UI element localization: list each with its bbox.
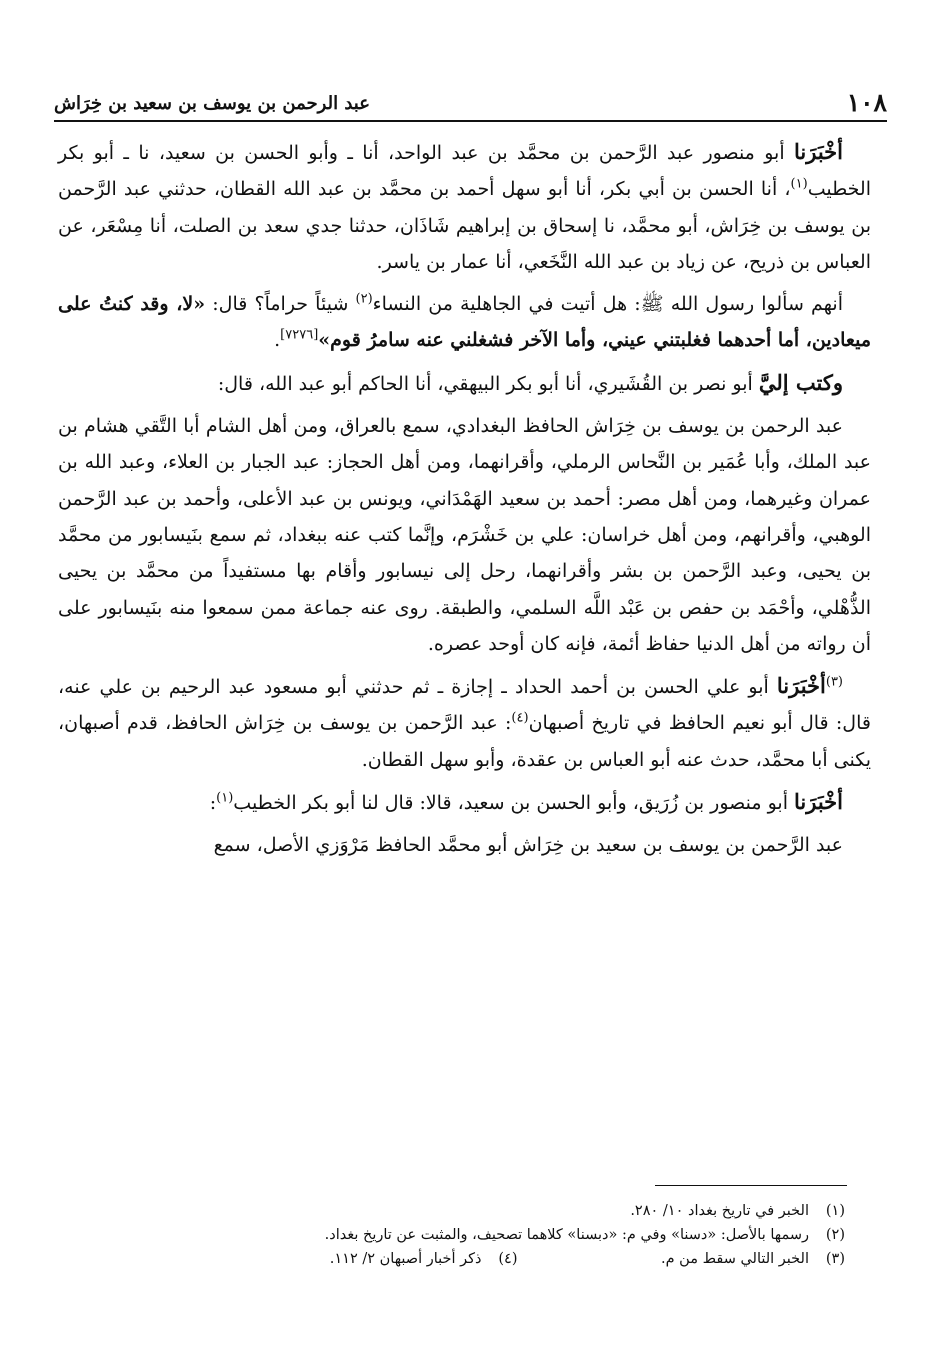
lead-word: وكتب إليَّ (758, 369, 843, 395)
paragraph-text: : عبد الرَّحمن بن يوسف بن خِرَاش الحافظ، قدم أصبهان، يكنى أبا محمَّد، حدث عنه أبو العباس بن عقدة، وأبو سهل القطان. (58, 712, 871, 771)
paragraph-1 (58, 134, 871, 280)
footnote-text: الخبر التالي سقط من م. (660, 1251, 809, 1267)
paragraph-text: عبد الرَّحمن بن يوسف بن سعيد بن خِرَاش أبو محمَّد الحافظ مَرْوَزي الأصل، سمع (213, 834, 843, 857)
paragraph-text: أبو نصر بن القُشَيري، أنا أبو بكر البيهقي، أنا الحاكم أبو عبد الله، قال: (217, 372, 759, 395)
page-number: ١٠٨ (846, 88, 887, 117)
paragraph-6 (58, 784, 871, 821)
footnote-text: رسمها بالأصل: «دسنا» وفي م: «دبسنا» كلاهما تصحيف، والمثبت عن تاريخ بغداد. (324, 1227, 809, 1243)
footnote-number: (٢) (825, 1227, 845, 1243)
lead-word: أخْبَرَنا (794, 139, 843, 164)
hadith-number: [٧٢٧٦] (280, 328, 319, 344)
footnotes (120, 1199, 845, 1271)
paragraph-2 (58, 286, 871, 359)
footnote-text: الخبر في تاريخ بغداد ١٠/ ٢٨٠. (630, 1203, 809, 1219)
paragraph-text: أبو منصور بن زُرَيق، وأبو الحسن بن سعيد، قالا: قال لنا أبو بكر الخطيب (233, 792, 795, 815)
footnote-ref: (٢) (355, 291, 373, 307)
footnote-ref: (١) (790, 176, 808, 192)
footnote-ref: (٤) (511, 711, 529, 727)
paragraph-4 (58, 408, 871, 662)
footnote-text: ذكر أخبار أصبهان ٢/ ١١٢. (329, 1251, 482, 1267)
lead-word: أخْبَرَنا (794, 789, 843, 815)
paragraph-text: أنهم سألوا رسول الله ﷺ: هل أتيت في الجاهلية من النساء (372, 293, 843, 316)
paragraph-text: . (274, 329, 281, 352)
footnote-3 (518, 1247, 846, 1271)
page-header (54, 72, 887, 120)
footnote-rule (655, 1185, 847, 1186)
paragraph-text: : (209, 792, 217, 815)
paragraph-text: عبد الرحمن بن يوسف بن خِرَاش الحافظ البغدادي، سمع بالعراق، ومن أهل الشام أبا التَّقي هشام بن عبد الملك، وأبا عُمَير بن النَّحاس الرملي، وأقرانهما، ومن أهل الحجاز: عبد الجبار بن العلاء، وعبد الله بن عمران وغيرهما، ومن أهل مصر: أحمد بن سعيد الهَمْدَاني، ويونس بن عبد الأعلى، وأحمد بن عبد الرَّحمن الوهبي، وأقرانهم، ومن أهل خراسان: علي بن خَشْرَم، وإنَّما كتب عنه ببغداد، ثم سمع بنَيسابور من محمَّد بن يحيى، وعبد الرَّحمن بن بشر وأقرانهما، رحل إلى نيسابور وأقام بها مستفيداً من محمَّد بن يحيى الذُّهْلي، وأحْمَد بن حفص بن عَبْد اللَّه السلمي، والطبقة. روى عنه جماعة ممن سمعوا منه بنَيسابور على أن رواته من أهل الدنيا حفاظ أئمة، فإنه كان أوحد عصره. (58, 415, 871, 655)
footnote-number: (٤) (498, 1251, 518, 1267)
paragraph-text: أبو علي الحسن بن أحمد الحداد ـ إجازة ـ ثم حدثني أبو مسعود عبد الرحيم بن علي عنه، قال: قال أبو نعيم الحافظ في تاريخ أصبهان (58, 676, 871, 735)
footnote-1 (120, 1199, 845, 1223)
lead-word: أخْبَرَنا (776, 673, 826, 699)
paragraph-text: ، أنا الحسن بن أبي بكر، أنا أبو سهل أحمد بن محمَّد بن عبد الله القطان، حدثني عبد الرَّحمن بن يوسف بن خِرَاش، أبو محمَّد، نا إسحاق بن إبراهيم شَاذَان، حدثنا جدي سعد بن الصلت، أنا مِسْعَر، عن العباس بن ذريح، عن زياد بن عبد الله النَّخَعي، أنا عمار بن ياسر. (58, 178, 871, 273)
paragraph-7 (58, 827, 871, 863)
paragraph-3 (58, 365, 871, 402)
main-text (58, 134, 871, 870)
running-title: عبد الرحمن بن يوسف بن سعيد بن خِرَاش (54, 93, 370, 114)
footnote-number: (١) (825, 1203, 845, 1219)
footnote-number: (٣) (825, 1251, 845, 1267)
header-rule (54, 120, 887, 122)
footnote-4 (120, 1247, 518, 1271)
footnote-ref: (٣) (825, 674, 843, 690)
paragraph-text: أبو منصور عبد الرَّحمن بن محمَّد بن عبد الواحد، أنا ـ وأبو الحسن بن سعيد، نا ـ أبو بكر الخطيب (58, 142, 871, 201)
footnote-ref: (١) (216, 790, 234, 806)
hadith-text: «لا، وقد كنتُ على ميعادين، أما أحدهما فغلبتني عيني، وأما الآخر فشغلني عنه سامرُ قوم» (58, 293, 871, 352)
paragraph-5 (58, 668, 871, 778)
footnote-2 (120, 1223, 845, 1247)
footnote-row (120, 1247, 845, 1271)
paragraph-text: شيئاً حراماً؟ قال: (205, 293, 356, 316)
